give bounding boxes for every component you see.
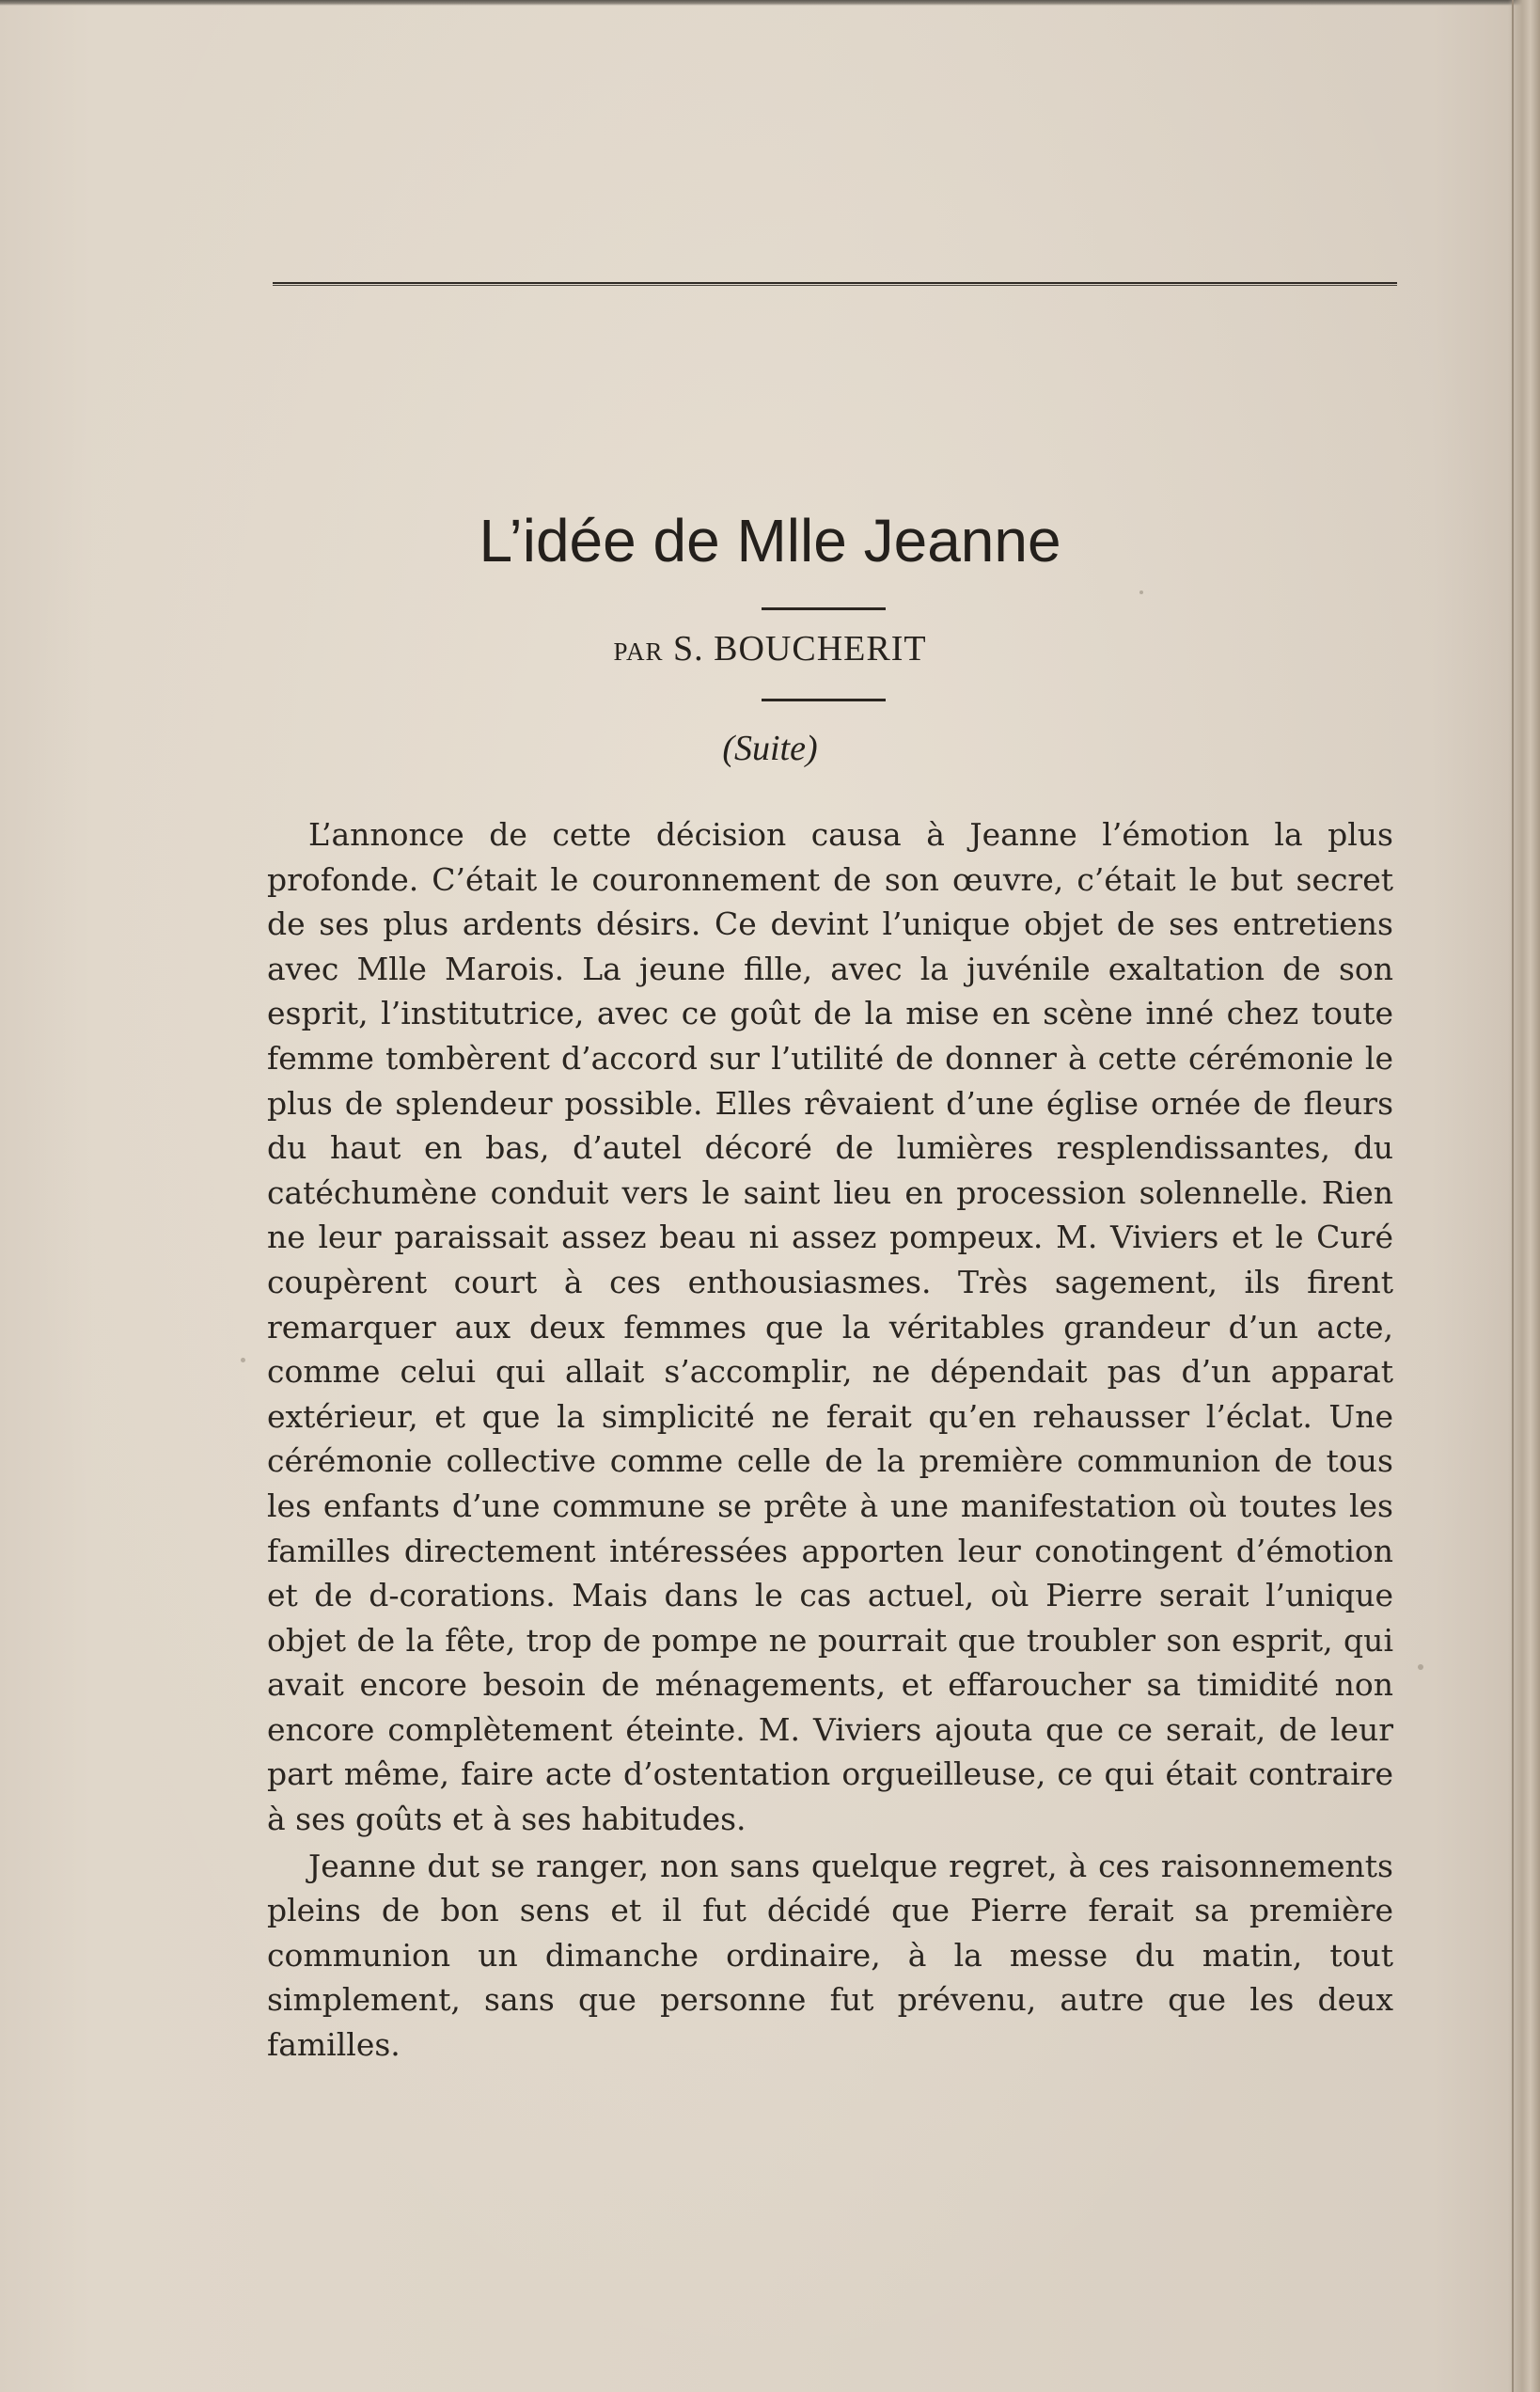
suite-label: (Suite) — [722, 729, 818, 768]
article-title: L’idée de Mlle Jeanne — [479, 507, 1061, 574]
binding-line — [1512, 0, 1514, 2392]
page-top-edge — [0, 0, 1540, 6]
paper-speck — [1418, 1664, 1423, 1670]
header-rule — [273, 282, 1397, 286]
paragraph: L’annonce de cette décision causa à Jeanne l’émotion la plus profonde. C’était le couronnement de son œuvre, c’était le but secret de ses plus ardents désirs. Ce devint l’unique objet de ses entretiens avec Mlle Marois. La jeune fille, avec la juvénile exaltation de son esprit, l’institutrice, avec ce goût de la mise en scène inné chez toute femme tombèrent d’accord sur l’utilité de donner à cette cérémonie le plus de splendeur possible. Elles rêvaient d’une église ornée de fleurs du haut en bas, d’autel décoré de lumières resplendissantes, du catéchumène conduit vers le saint lieu en procession solennelle. Rien ne leur paraissait assez beau ni assez pompeux. M. Viviers et le Curé coupèrent court à ces enthousiasmes. Très sagement, ils firent remarquer aux deux femmes que la véritables grandeur d’un acte, comme celui qui allait s’accomplir, ne dépendait pas d’un apparat extérieur, et que la simplicité ne ferait qu’en rehausser l’éclat. Une cérémonie collective comme celle de la première communion de tous les enfants d’une commune se prête à une manifestation où toutes les familles directement intéressées apporten leur conotingent d’émotion et de d-corations. Mais dans le cas actuel, où Pierre serait l’unique objet de la fête, trop de pompe ne pourrait que troubler son esprit, qui avait encore besoin de ménagements, et effaroucher sa timidité non encore complètement éteinte. M. Viviers ajouta que ce serait, de leur part même, faire acte d’ostentation orgueilleuse, ce qui était contraire à ses goûts et à ses habitudes. — [267, 816, 1393, 1838]
byline-par: par — [613, 629, 664, 669]
byline-divider — [762, 699, 886, 701]
article-body — [267, 812, 1393, 2068]
paper-speck — [1139, 590, 1143, 594]
byline-author: S. BOUCHERIT — [672, 629, 927, 669]
title-divider — [762, 607, 886, 610]
paper-speck — [241, 1358, 245, 1362]
paragraph: Jeanne dut se ranger, non sans quelque regret, à ces raisonnements pleins de bon sens et il fut décidé que Pierre ferait sa première communion un dimanche ordinaire, à la messe du matin, tout simplement, sans que personne fut prévenu, autre que les deux familles. — [267, 1847, 1393, 2064]
byline — [0, 628, 1540, 669]
